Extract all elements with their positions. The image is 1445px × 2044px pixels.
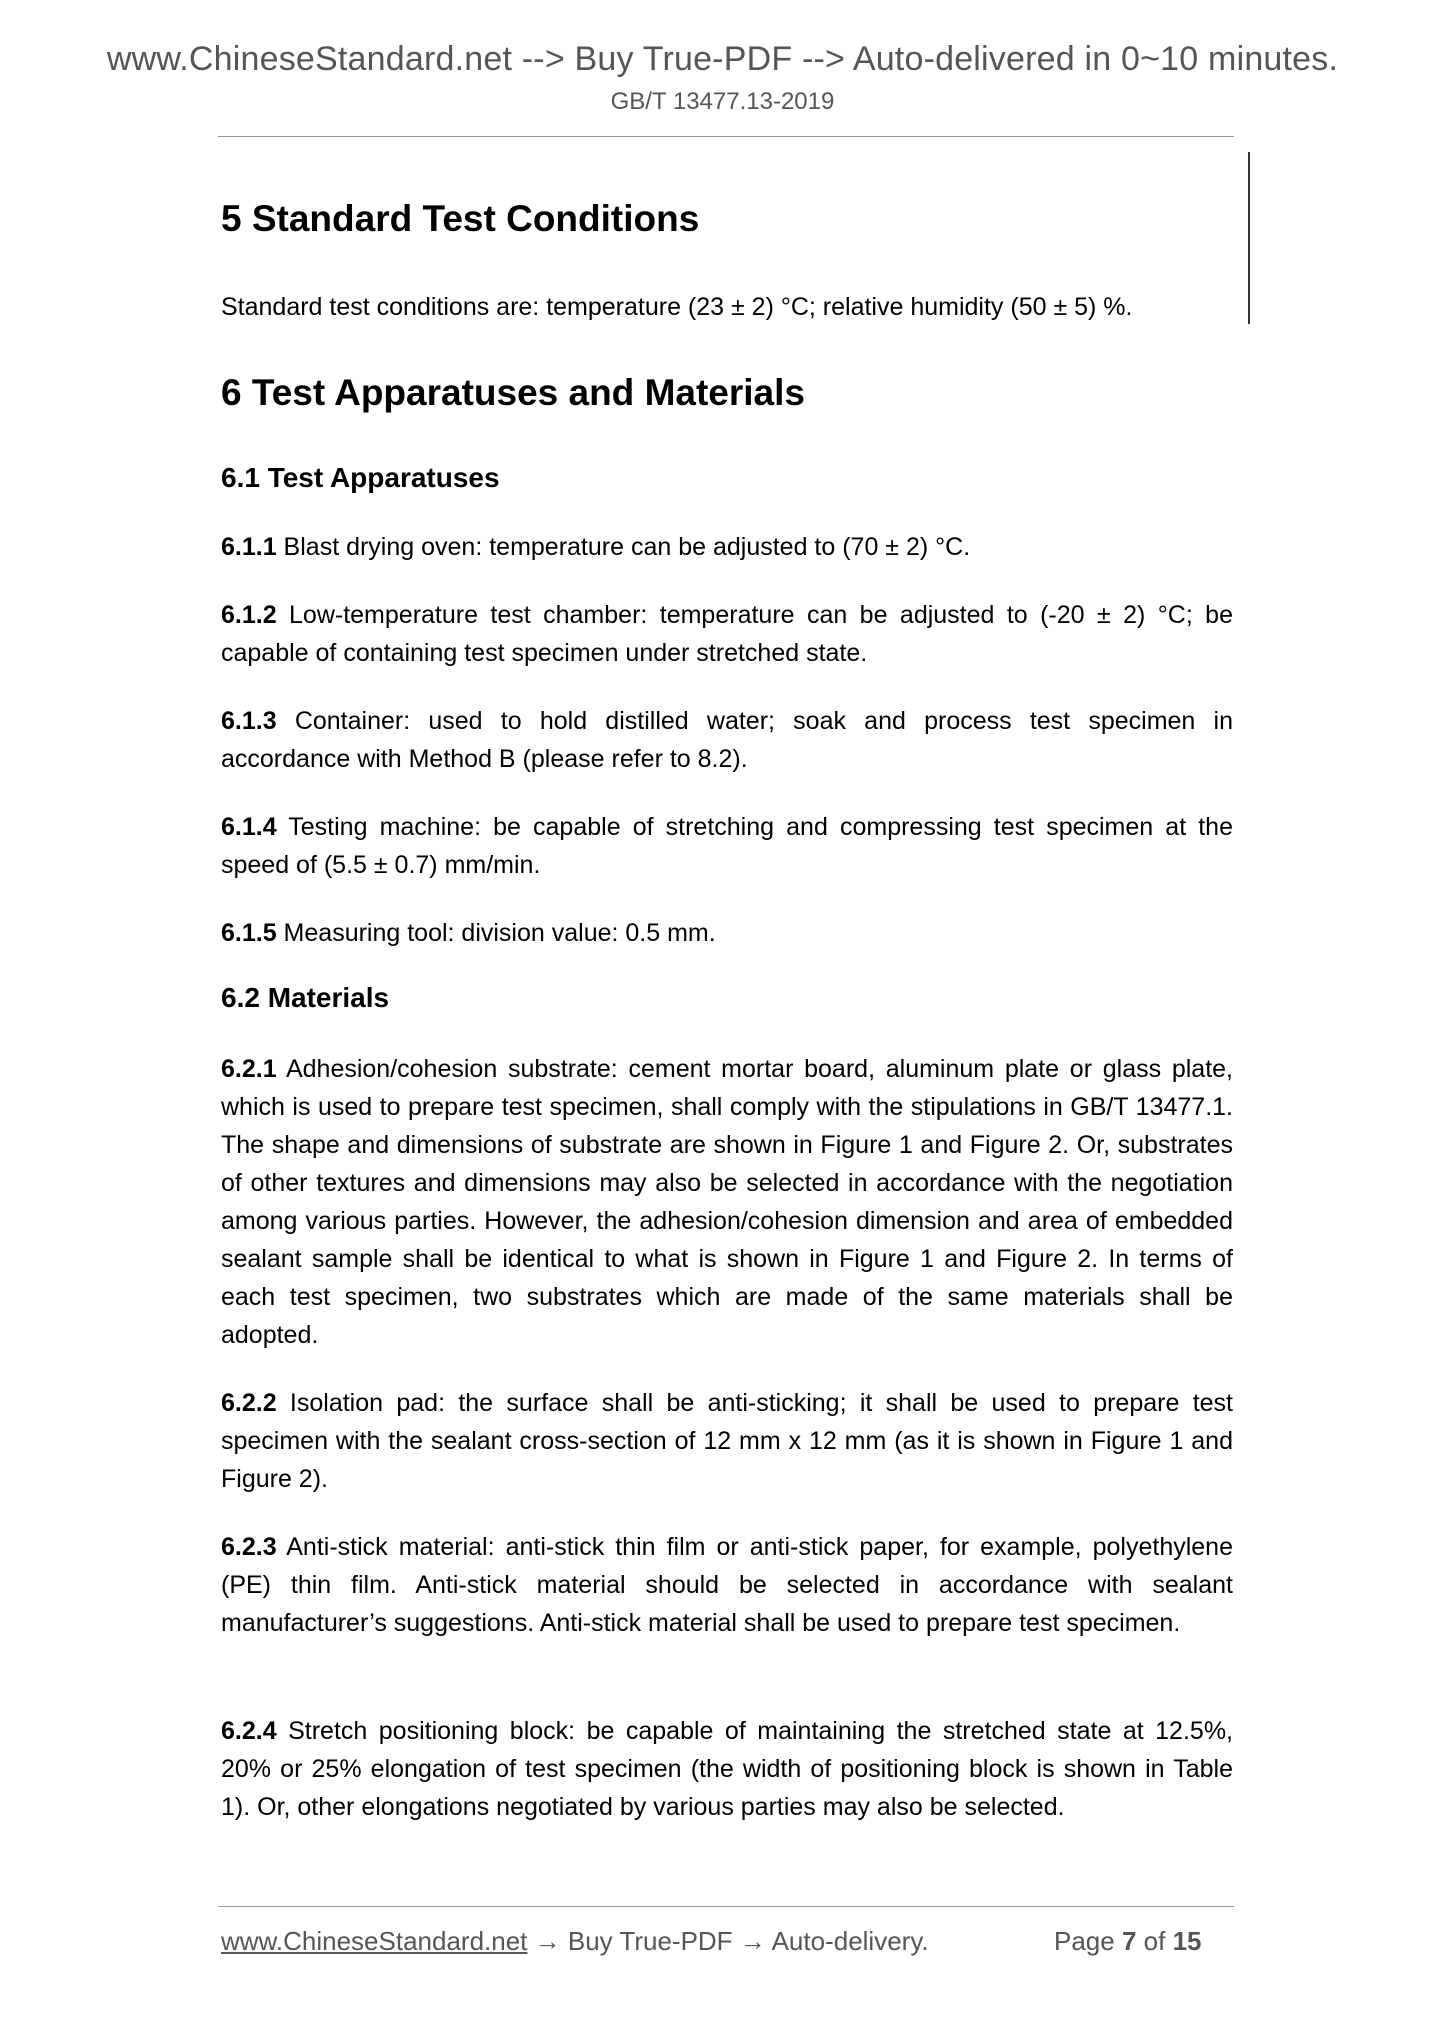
- section-5-heading: 5 Standard Test Conditions: [221, 198, 700, 239]
- clause-text: Measuring tool: division value: 0.5 mm.: [276, 919, 716, 947]
- clause-6-2-4: [221, 1712, 1233, 1826]
- page-number: 7: [1121, 1926, 1137, 1956]
- footer-buy-text: Buy True-PDF: [567, 1926, 733, 1956]
- clause-6-2-3: [221, 1528, 1233, 1642]
- clause-6-1-2: [221, 596, 1233, 672]
- page-indicator: [1054, 1926, 1201, 1957]
- section-6-2-heading: 6.2 Materials: [221, 982, 390, 1013]
- clause-text: Stretch positioning block: be capable of maintaining the stretched state at 12.5%, 20% or 25% elongation of test specimen (the width of positioning block is shown in Table 1). Or, other elongations negotiated by various parties may also be selected.: [221, 1717, 1233, 1821]
- clause-number: 6.1.3: [221, 707, 277, 735]
- clause-number: 6.2.4: [221, 1717, 277, 1745]
- clause-number: 6.1.1: [221, 533, 277, 561]
- clause-6-1-4: [221, 808, 1233, 884]
- arrow-icon: →: [527, 1926, 568, 1956]
- standard-number: GB/T 13477.13-2019: [610, 88, 835, 115]
- footer-promo: [221, 1926, 929, 1957]
- arrow-icon: →: [732, 1926, 772, 1956]
- footer-auto-text: Auto-delivery.: [771, 1926, 929, 1956]
- clause-text: Adhesion/cohesion substrate: cement mortar board, aluminum plate or glass plate, which is used to prepare test specimen, shall comply with the stipulations in GB/T 13477.1. The shape and dimensions of substrate are shown in Figure 1 and Figure 2. Or, substrates of other textures and dimensions may also be selected in accordance with the negotiation among various parties. However, the adhesion/cohesion dimension and area of embedded sealant sample shall be identical to what is shown in Figure 1 and Figure 2. In terms of each test specimen, two substrates which are made of the same materials shall be adopted.: [221, 1055, 1233, 1349]
- clause-number: 6.2.3: [221, 1533, 277, 1561]
- clause-text: Isolation pad: the surface shall be anti-sticking; it shall be used to prepare test specimen with the sealant cross-section of 12 mm x 12 mm (as it is shown in Figure 1 and Figure 2).: [221, 1389, 1233, 1493]
- footer-divider: [218, 1906, 1234, 1907]
- clause-number: 6.1.2: [221, 601, 277, 629]
- page-of-label: of: [1136, 1926, 1173, 1956]
- clause-number: 6.2.1: [221, 1055, 277, 1083]
- section-5-text: Standard test conditions are: temperature (23 ± 2) °C; relative humidity (50 ± 5) %.: [221, 293, 1133, 321]
- header-divider: [218, 136, 1234, 137]
- revision-bar: [1248, 152, 1250, 324]
- clause-number: 6.1.5: [221, 919, 277, 947]
- clause-6-1-5: [221, 914, 1233, 952]
- section-6-heading: 6 Test Apparatuses and Materials: [221, 372, 805, 413]
- clause-text: Blast drying oven: temperature can be adjusted to (70 ± 2) °C.: [276, 533, 971, 561]
- clause-6-1-3: [221, 702, 1233, 778]
- clause-6-2-1: [221, 1050, 1233, 1354]
- clause-text: Testing machine: be capable of stretching and compressing test specimen at the speed of (5.5 ± 0.7) mm/min.: [221, 813, 1233, 879]
- page-label: Page: [1054, 1926, 1122, 1956]
- clause-text: Low-temperature test chamber: temperature can be adjusted to (-20 ± 2) °C; be capable of containing test specimen under stretched state.: [221, 601, 1233, 667]
- section-6-1-heading: 6.1 Test Apparatuses: [221, 462, 500, 493]
- footer-site-link[interactable]: www.ChineseStandard.net: [221, 1926, 528, 1956]
- page-total: 15: [1172, 1926, 1202, 1956]
- clause-number: 6.1.4: [221, 813, 277, 841]
- site-banner: www.ChineseStandard.net --> Buy True-PDF --> Auto-delivered in 0~10 minutes.: [106, 40, 1339, 78]
- clause-text: Anti-stick material: anti-stick thin film or anti-stick paper, for example, polyethylene (PE) thin film. Anti-stick material should be selected in accordance with sealant manufacturer’s suggestions. Anti-stick material shall be used to prepare test specimen.: [221, 1533, 1233, 1637]
- clause-text: Container: used to hold distilled water; soak and process test specimen in accordance with Method B (please refer to 8.2).: [221, 707, 1233, 773]
- clause-number: 6.2.2: [221, 1389, 277, 1417]
- clause-6-2-2: [221, 1384, 1233, 1498]
- clause-6-1-1: [221, 528, 1233, 566]
